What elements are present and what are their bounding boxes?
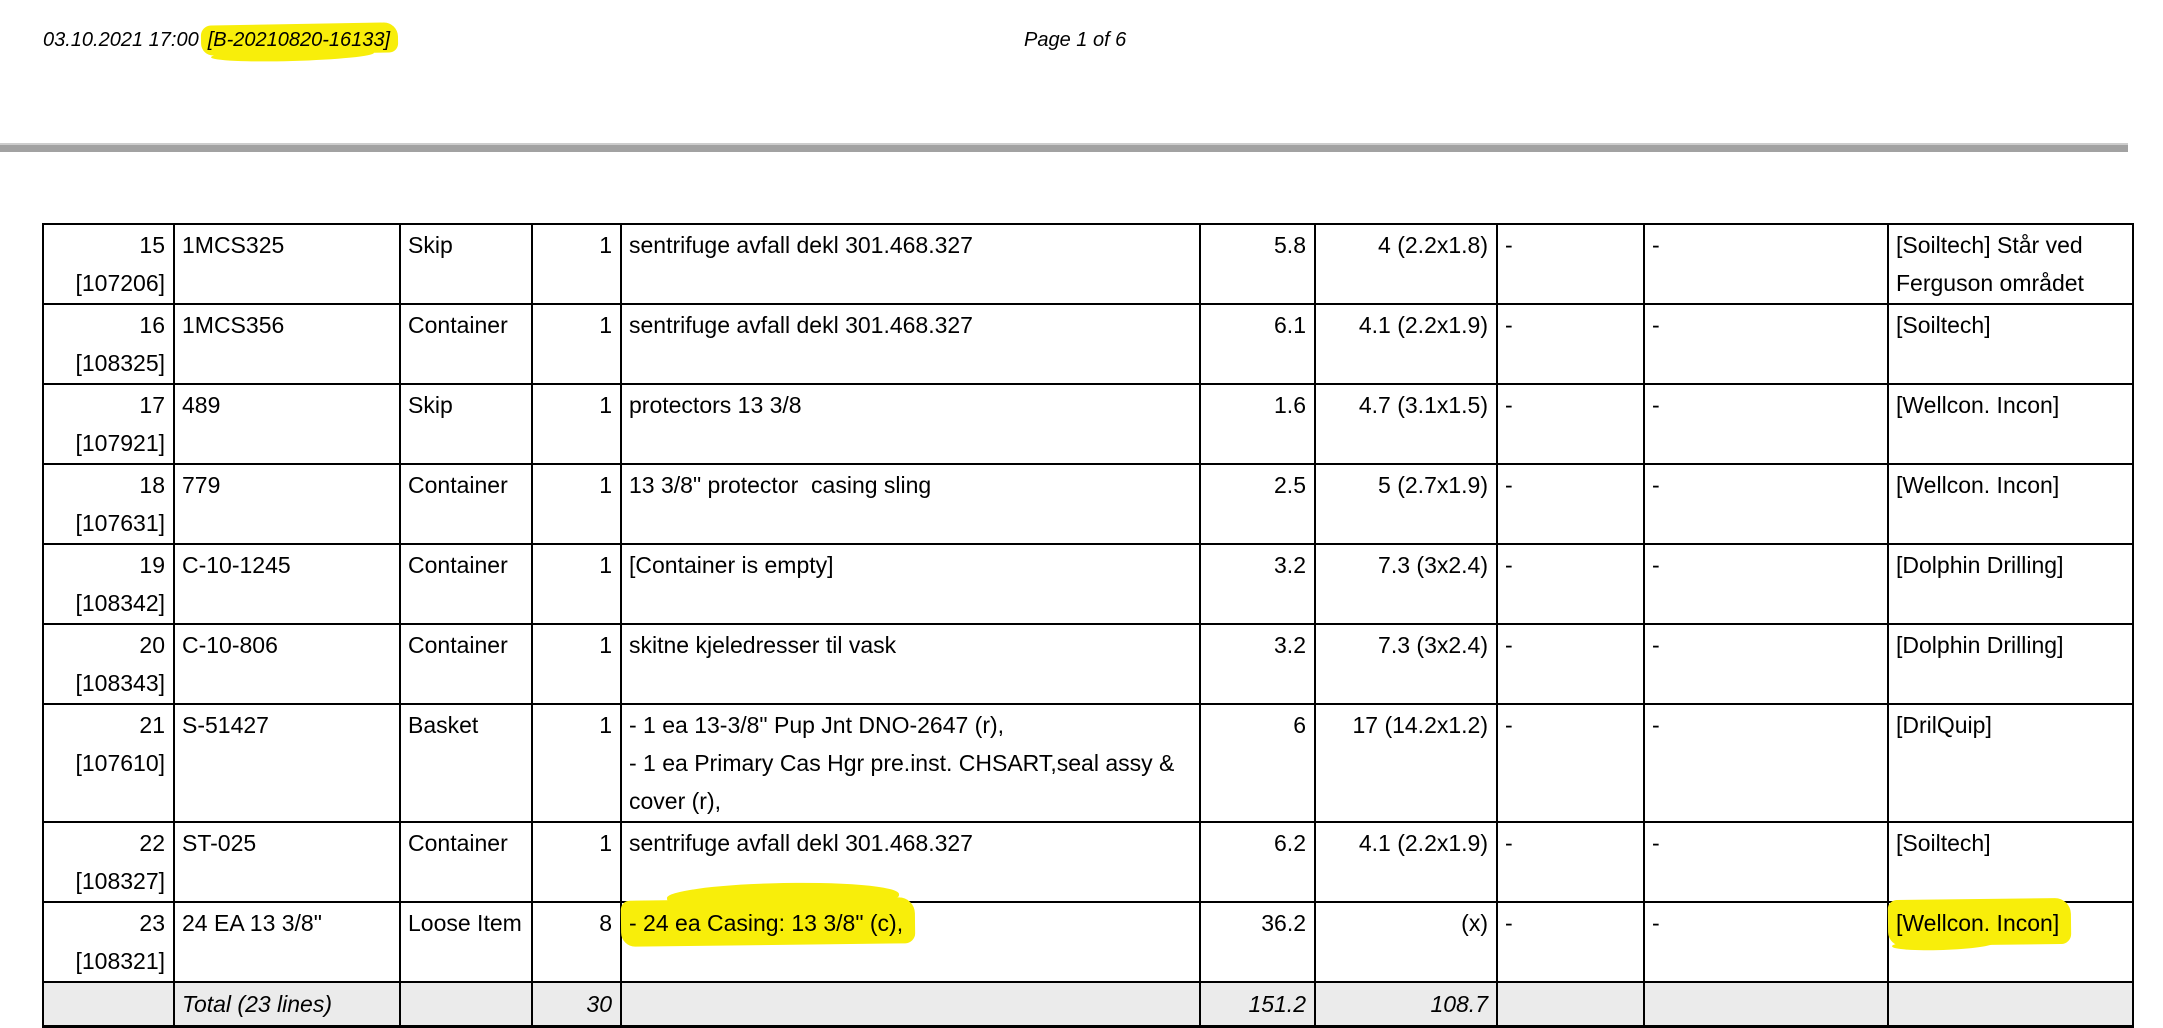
booking-ref-highlighted: [B-20210820-16133]: [207, 29, 391, 51]
item-dash-col-2: -: [1644, 822, 1888, 902]
item-dash-col-1: -: [1497, 822, 1644, 902]
item-type: Container: [400, 304, 532, 384]
item-dimensions: 4.7 (3.1x1.5): [1315, 384, 1497, 464]
item-dash-col-2: -: [1644, 704, 1888, 822]
item-weight: 2.5: [1200, 464, 1315, 544]
item-qty: 1: [532, 384, 621, 464]
item-weight: 6.2: [1200, 822, 1315, 902]
item-type: Container: [400, 544, 532, 624]
header-datetime: 03.10.2021 17:00: [43, 29, 199, 51]
item-type: Loose Item: [400, 902, 532, 982]
item-dimensions: 4.1 (2.2x1.9): [1315, 304, 1497, 384]
row-number: 19 [108342]: [43, 544, 174, 624]
item-owner-notes: [Wellcon. Incon]: [1888, 464, 2133, 544]
item-dash-col-1: -: [1497, 902, 1644, 982]
item-dash-col-2: -: [1644, 624, 1888, 704]
item-qty: 1: [532, 624, 621, 704]
table-row: [43, 902, 2133, 982]
item-type: Container: [400, 464, 532, 544]
total-spacer-dash2: [1644, 982, 1888, 1027]
item-dash-col-1: -: [1497, 464, 1644, 544]
item-type: Basket: [400, 704, 532, 822]
item-dash-col-2: -: [1644, 384, 1888, 464]
cargo-table: [42, 223, 2134, 1028]
item-weight: 6: [1200, 704, 1315, 822]
page-indicator: Page 1 of 6: [1024, 29, 1127, 51]
total-qty-cell: [532, 982, 621, 1027]
item-weight: 3.2: [1200, 544, 1315, 624]
marker-highlighted-text: - 24 ea Casing: 13 3/8" (c),: [629, 904, 903, 942]
item-id: ST-025: [174, 822, 400, 902]
item-description: 13 3/8" protector casing sling: [621, 464, 1200, 544]
item-id: C-10-1245: [174, 544, 400, 624]
item-owner-notes: [Soiltech]: [1888, 304, 2133, 384]
row-number: 20 [108343]: [43, 624, 174, 704]
item-owner-notes: [Wellcon. Incon]: [1888, 384, 2133, 464]
item-type: Skip: [400, 224, 532, 304]
table-row: [43, 624, 2133, 704]
table-row: [43, 224, 2133, 304]
item-owner-notes: [1888, 902, 2133, 982]
item-weight: 6.1: [1200, 304, 1315, 384]
table-row: [43, 822, 2133, 902]
table-row: [43, 544, 2133, 624]
item-weight: 36.2: [1200, 902, 1315, 982]
item-id: 489: [174, 384, 400, 464]
item-qty: 1: [532, 304, 621, 384]
total-spacer-dash1: [1497, 982, 1644, 1027]
item-description: [Container is empty]: [621, 544, 1200, 624]
item-id: 779: [174, 464, 400, 544]
total-qty: 30: [586, 991, 612, 1017]
item-weight: 1.6: [1200, 384, 1315, 464]
total-spacer-number: [43, 982, 174, 1027]
item-description: [621, 902, 1200, 982]
item-qty: 1: [532, 544, 621, 624]
item-dash-col-2: -: [1644, 224, 1888, 304]
row-number: 17 [107921]: [43, 384, 174, 464]
item-dimensions: 7.3 (3x2.4): [1315, 544, 1497, 624]
item-description: protectors 13 3/8: [621, 384, 1200, 464]
total-row: [43, 982, 2133, 1027]
item-dash-col-1: -: [1497, 544, 1644, 624]
item-owner-notes: [Dolphin Drilling]: [1888, 544, 2133, 624]
item-dimensions: 4 (2.2x1.8): [1315, 224, 1497, 304]
item-dash-col-1: -: [1497, 624, 1644, 704]
item-dimensions: 7.3 (3x2.4): [1315, 624, 1497, 704]
item-qty: 1: [532, 464, 621, 544]
total-spacer-description: [621, 982, 1200, 1027]
total-label-cell: [174, 982, 400, 1027]
item-description: sentrifuge avfall dekl 301.468.327: [621, 822, 1200, 902]
item-dimensions: 5 (2.7x1.9): [1315, 464, 1497, 544]
item-type: Skip: [400, 384, 532, 464]
item-owner-notes: [Soiltech]: [1888, 822, 2133, 902]
item-dash-col-2: -: [1644, 902, 1888, 982]
item-description: skitne kjeledresser til vask: [621, 624, 1200, 704]
total-dims: 108.7: [1430, 991, 1488, 1017]
table-row: [43, 384, 2133, 464]
item-type: Container: [400, 624, 532, 704]
item-id: 1MCS325: [174, 224, 400, 304]
table-row: [43, 704, 2133, 822]
item-description: sentrifuge avfall dekl 301.468.327: [621, 224, 1200, 304]
item-dash-col-1: -: [1497, 384, 1644, 464]
item-owner-notes: [Soiltech] Står ved Ferguson området: [1888, 224, 2133, 304]
table-row: [43, 464, 2133, 544]
item-id: C-10-806: [174, 624, 400, 704]
total-dims-cell: [1315, 982, 1497, 1027]
row-number: 16 [108325]: [43, 304, 174, 384]
item-qty: 8: [532, 902, 621, 982]
total-label: Total (23 lines): [182, 991, 333, 1017]
table-row: [43, 304, 2133, 384]
item-dimensions: 4.1 (2.2x1.9): [1315, 822, 1497, 902]
item-dash-col-2: -: [1644, 544, 1888, 624]
item-id: S-51427: [174, 704, 400, 822]
total-spacer-type: [400, 982, 532, 1027]
row-number: 15 [107206]: [43, 224, 174, 304]
item-weight: 5.8: [1200, 224, 1315, 304]
cargo-table-body: [43, 224, 2133, 1027]
item-dimensions: 17 (14.2x1.2): [1315, 704, 1497, 822]
item-type: Container: [400, 822, 532, 902]
row-number: 18 [107631]: [43, 464, 174, 544]
item-qty: 1: [532, 704, 621, 822]
item-owner-notes: [Dolphin Drilling]: [1888, 624, 2133, 704]
item-id: 24 EA 13 3/8": [174, 902, 400, 982]
total-weight: 151.2: [1248, 991, 1306, 1017]
row-number: 22 [108327]: [43, 822, 174, 902]
header-line: [43, 27, 390, 53]
row-number: 21 [107610]: [43, 704, 174, 822]
item-weight: 3.2: [1200, 624, 1315, 704]
item-dash-col-1: -: [1497, 304, 1644, 384]
total-weight-cell: [1200, 982, 1315, 1027]
item-dash-col-1: -: [1497, 704, 1644, 822]
item-id: 1MCS356: [174, 304, 400, 384]
item-qty: 1: [532, 224, 621, 304]
item-dash-col-2: -: [1644, 304, 1888, 384]
item-dimensions: (x): [1315, 902, 1497, 982]
item-description: - 1 ea 13-3/8" Pup Jnt DNO-2647 (r), - 1 ea Primary Cas Hgr pre.inst. CHSART,seal assy & cover (r),: [621, 704, 1200, 822]
item-qty: 1: [532, 822, 621, 902]
row-number: 23 [108321]: [43, 902, 174, 982]
item-dash-col-2: -: [1644, 464, 1888, 544]
marker-highlighted-text: [Wellcon. Incon]: [1896, 904, 2059, 942]
item-description: sentrifuge avfall dekl 301.468.327: [621, 304, 1200, 384]
item-dash-col-1: -: [1497, 224, 1644, 304]
total-spacer-owner: [1888, 982, 2133, 1027]
section-divider-bar: [0, 143, 2128, 152]
item-owner-notes: [DrilQuip]: [1888, 704, 2133, 822]
